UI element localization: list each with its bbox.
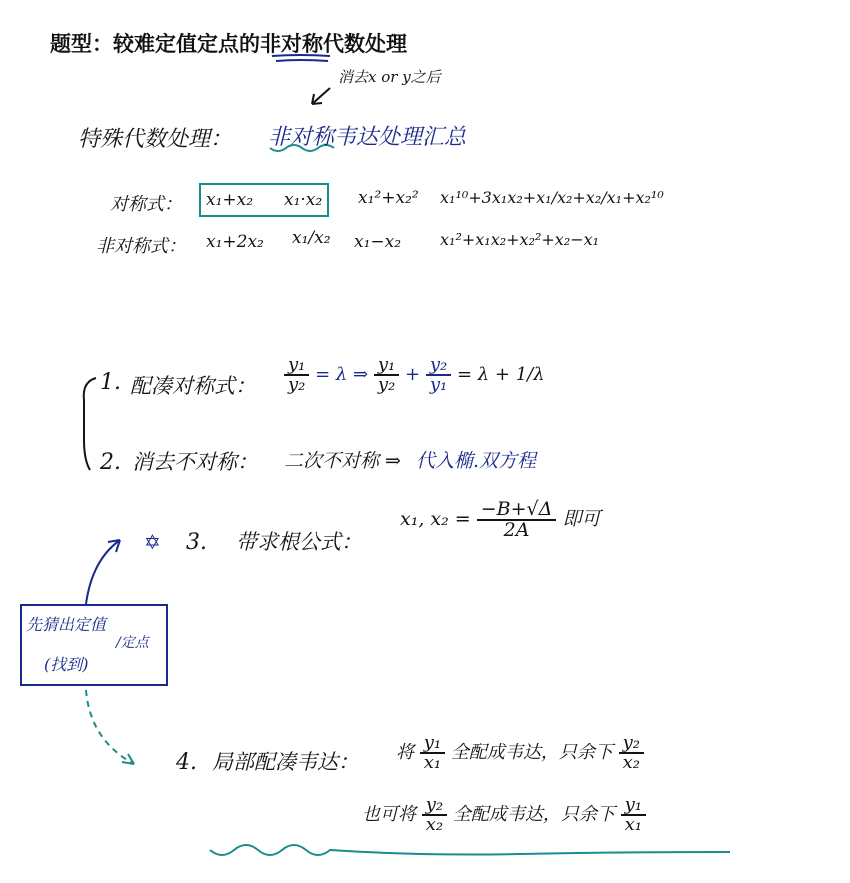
method1-lhs-rest: = λ ⇒ xyxy=(315,364,369,385)
method1-f2-num: y₂ xyxy=(426,356,451,376)
symmetric-item: x₁¹⁰+3x₁x₂+x₁/x₂+x₂/x₁+x₂¹⁰ xyxy=(440,188,664,207)
main-value: 非对称韦达处理汇总 xyxy=(268,125,467,150)
box-to-3-arrow xyxy=(86,540,120,604)
method4-line1-frac2-den: x₂ xyxy=(622,752,640,773)
method3-formula xyxy=(400,500,600,540)
main-label: 特殊代数处理： xyxy=(78,127,233,152)
method4-line1 xyxy=(396,734,644,772)
method4-line2-frac2-num: y₁ xyxy=(621,796,646,816)
asymmetric-item: x₁+2x₂ xyxy=(206,232,264,252)
method1-formula xyxy=(284,356,545,394)
symmetric-item: x₁·x₂ xyxy=(284,190,323,210)
method2-number: 2. xyxy=(100,450,121,475)
method4-line1-frac-num: y₁ xyxy=(420,734,445,754)
symmetric-item: x₁+x₂ xyxy=(206,190,254,210)
method4-line2-b: 全配成韦达，只余下 xyxy=(452,804,615,825)
box-line1: 先猜出定值 xyxy=(26,615,107,634)
method3-frac-den: 2A xyxy=(503,519,530,541)
method4-line2-frac-den: x₂ xyxy=(425,814,444,835)
method1-lhs-num: y₁ xyxy=(284,356,309,376)
method3-star: ✡ xyxy=(144,530,161,554)
method1-rhs: = λ + 1/λ xyxy=(456,364,545,385)
method4-label: 局部配凑韦达： xyxy=(212,750,359,774)
box-to-4-arrow xyxy=(86,690,134,764)
method1-label: 配凑对称式： xyxy=(130,374,256,398)
asymmetric-item: x₁/x₂ xyxy=(292,228,331,248)
method1-f1-num: y₁ xyxy=(374,356,399,376)
method4-line2-frac2-den: x₁ xyxy=(624,814,642,835)
title-underline xyxy=(272,55,330,56)
title-underline-2 xyxy=(276,60,328,61)
method3-tail: 即可 xyxy=(562,508,601,530)
method4-line1-frac2-num: y₂ xyxy=(619,734,644,754)
method3-label: 带求根公式： xyxy=(236,530,362,554)
bottom-wave xyxy=(210,845,730,855)
method4-line1-a: 将 xyxy=(396,742,414,763)
method1-lhs-den: y₂ xyxy=(288,374,306,395)
asymmetric-label: 非对称式： xyxy=(96,236,186,257)
method1-f1-den: y₂ xyxy=(377,374,396,395)
note-top: 消去x or y之后 xyxy=(338,68,441,86)
method3-lhs: x₁, x₂ = xyxy=(400,508,471,530)
asymmetric-item: x₁−x₂ xyxy=(354,232,402,252)
asymmetric-item: x₁²+x₁x₂+x₂²+x₂−x₁ xyxy=(440,230,600,249)
method2-blue: 代入椭.双方程 xyxy=(416,450,537,472)
method4-line1-b: 全配成韦达，只余下 xyxy=(450,742,613,763)
method4-line2-frac-num: y₂ xyxy=(422,796,447,816)
note-arrow xyxy=(312,88,330,104)
method3-frac-num: −B+√Δ xyxy=(477,500,557,521)
symmetric-item: x₁²+x₂² xyxy=(358,188,419,208)
method1-number: 1. xyxy=(100,370,121,395)
page-title: 题型：较难定值定点的非对称代数处理 xyxy=(50,32,407,56)
box-line2: (找到) xyxy=(44,655,89,674)
method-brace xyxy=(84,378,96,470)
method3-number: 3. xyxy=(186,530,207,555)
method4-number: 4. xyxy=(176,750,197,775)
symmetric-label: 对称式： xyxy=(110,194,182,215)
method4-line2 xyxy=(362,796,646,834)
method2-text: 二次不对称 ⇒ xyxy=(284,450,401,472)
method4-line2-a: 也可将 xyxy=(362,804,416,825)
method1-f2-den: y₁ xyxy=(429,374,448,395)
method2-label: 消去不对称： xyxy=(132,450,258,474)
method1-plus: + xyxy=(405,364,421,385)
method4-line1-frac-den: x₁ xyxy=(423,752,442,773)
box-line3: /定点 xyxy=(116,635,149,651)
